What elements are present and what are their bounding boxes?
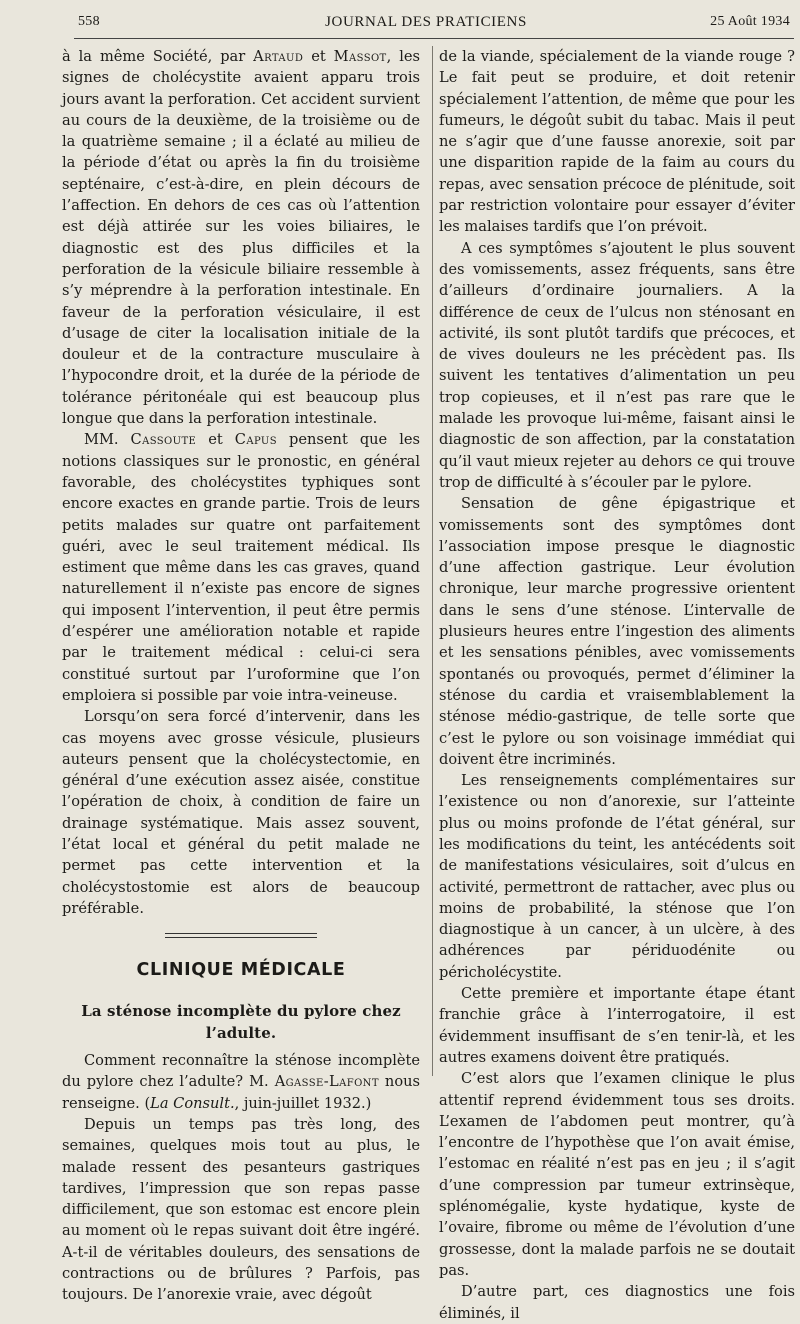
paragraph: A ces symptômes s’ajoutent le plus souvent des vomissements, assez fréquents, sans être d’ailleurs d’ordinaire journaliers. A la différence de ceux de l’ulcus non sténosant en activité, ils sont plutôt tardifs que précoces, et de vives douleurs ne les précèdent pas. Ils suivent les tentatives d’alimentation un peu trop copieuses, et il n’est pas rare que le malade les provoque lui-même, faisant ainsi le diagnostic de son affection, par la constatation qu’il vaut mieux rejeter au dehors ce qui trouve trop de difficulté à s’écouler par le pylore. <box>439 239 795 491</box>
citation-source: La Consult. <box>150 1094 235 1112</box>
paragraph: Depuis un temps pas très long, des semaines, quelques mois tout au plus, le malade ressent des pesanteurs gastriques tardives, l’impression que son repas passe difficilement, que son estomac est encore plein au moment où le repas suivant doit être ingéré. A-t-il de véritables douleurs, des sensations de contractions ou de brûlures ? Parfois, pas toujours. De l’anorexie vraie, avec dégoût <box>62 1115 420 1304</box>
paragraph: D’autre part, ces diagnostics une fois éliminés, il <box>439 1283 795 1322</box>
paragraph: MM. Cassoute et Capus pensent que les notions classiques sur le pronostic, en général favorable, des cholécystites typhiques sont encore exactes en grande partie. Trois de leurs petits malades sur quatre ont parfaitement guéri, avec le seul traitement médical. Ils estiment que même dans les cas graves, quand naturellement il n’existe pas encore de signes qui imposent l’intervention, il peut être permis d’espérer une amélioration notable et rapide par le traitement médical : celui-ci sera constitué surtout par l’uroformine que l’on emploiera si possible par voie intra-veineuse. <box>62 431 421 704</box>
article-title: La sténose incomplète du pylore chez l’adulte. <box>81 1002 401 1042</box>
paragraph: Cette première et importante étape étant franchie grâce à l’interrogatoire, il est évidemment insuffisant de s’en tenir-là, et les autres examens doivent être pratiqués. <box>439 985 795 1066</box>
author-name: Agasse-Lafont <box>274 1073 379 1091</box>
paragraph: Lorsqu’on sera forcé d’intervenir, dans les cas moyens avec grosse vésicule, plusieurs auteurs pensent que la cholécystectomie, en général d’une exécution assez aisée, constitue l’opération de choix, à condition de faire un drainage systématique. Mais assez souvent, l’état local et général du petit malade ne permet pas cette intervention et la cholécystostomie est alors de beaucoup préférable. <box>62 708 420 917</box>
journal-title: JOURNAL DES PRATICIENS <box>325 14 527 30</box>
paragraph: C’est alors que l’examen clinique le plus attentif reprend évidemment tous ses droits. L’examen de l’abdomen peut montrer, qu’à l’encontre de l’hypothèse que l’on avait émise, l’estomac en réalité n’est pas en jeu ; il s’agit d’une compression par tumeur extrinsèque, splénomégalie, kyste hydatique, kyste de l’ovaire, fibrome ou même de l’évolution d’une grossesse, dont la malade parfois ne se doutait pas. <box>439 1070 795 1279</box>
author-name: Capus <box>234 431 278 449</box>
section-divider <box>62 933 420 938</box>
column-divider <box>432 46 433 1076</box>
section-title: CLINIQUE MÉDICALE <box>136 960 346 981</box>
running-header <box>62 14 790 36</box>
author-name: Cassoute <box>130 431 197 449</box>
author-name: Massot <box>333 48 387 65</box>
paragraph: Comment reconnaître la sténose incomplète du pylore chez l’adulte? M. Agasse-Lafont nous renseigne. (La Consult., juin-juillet 1932.) <box>62 1052 420 1112</box>
issue-date: 25 Août 1934 <box>710 14 790 29</box>
paragraph: Sensation de gêne épigastrique et vomissements sont des symptômes dont l’association impose presque le diagnostic d’une affection gastrique. Leur évolution chronique, leur marche progressive orientent dans le sens d’une sténose. L’intervalle de plusieurs heures entre l’ingestion des aliments et les sensations pénibles, avec vomissements spontanés ou provoqués, permet d’éliminer la sténose du cardia et vraisemblablement la sténose médio-gastrique, de telle sorte que c’est le pylore ou son voisinage immédiat qui doivent être incriminés. <box>439 495 795 768</box>
left-column <box>62 46 420 1306</box>
paragraph: à la même Société, par Artaud et Massot, les signes de cholécystite avaient apparu trois jours avant la perforation. Cet accident survient au cours de la deuxième, de la troisième ou de la quatrième semaine ; il a éclaté au milieu de la période d’état ou après la fin du troisième septénaire, c’est-à-dire, en plein décours de l’affection. En dehors de ces cas où l’attention est déjà attirée sur les voies biliaires, le diagnostic est des plus difficiles et la perforation de la vésicule biliaire ressemble à s’y méprendre à la perforation intestinale. En faveur de la perforation vésiculaire, il est d’usage de citer la localisation initiale de la douleur et de la contracture musculaire à l’hypocondre droit, et la durée de la période de tolérance péritonéale qui est beaucoup plus longue que dans la perforation intestinale. <box>62 48 421 428</box>
author-name: Artaud <box>253 48 304 65</box>
page-number: 558 <box>78 14 100 29</box>
right-column <box>439 46 795 1324</box>
paragraph: de la viande, spécialement de la viande rouge ? Le fait peut se produire, et doit retenir spécialement l’attention, de même que pour les fumeurs, le dégoût subit du tabac. Mais il peut ne s’agir que d’une fausse anorexie, soit par une disparition rapide de la faim au cours du repas, avec sensation précoce de plénitude, soit par restriction volontaire pour essayer d’éviter les malaises tardifs que l’on prévoit. <box>439 48 795 236</box>
header-rule <box>74 38 794 39</box>
paragraph: Les renseignements complémentaires sur l’existence ou non d’anorexie, sur l’atteinte plus ou moins profonde de l’état général, sur les modifications du teint, les antécédents soit de manifestations vésiculaires, soit d’ulcus en activité, permettront de rattacher, avec plus ou moins de probabilité, la sténose que l’on diagnostique à un cancer, à un ulcère, à des adhérences par périduodénite ou péricholécystite. <box>439 772 795 981</box>
